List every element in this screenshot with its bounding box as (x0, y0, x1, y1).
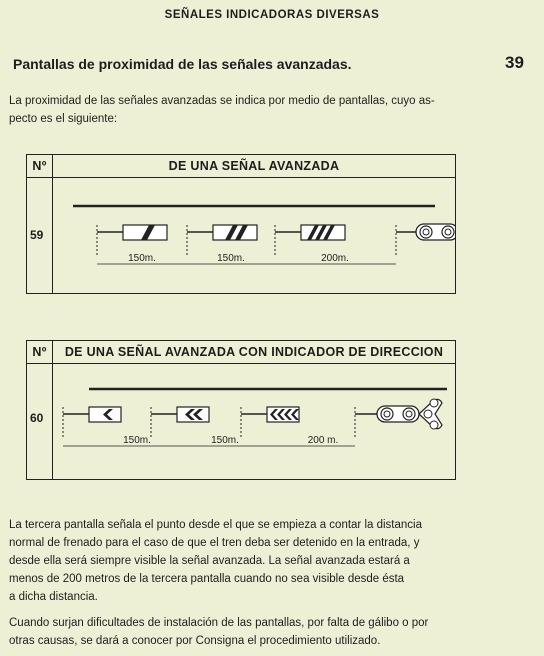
number-header: Nº (27, 341, 52, 364)
body-paragraph-1-line-4: menos de 200 metros de la tercera pantalla cuando no sea visible desde ésta (9, 573, 405, 585)
distance-label-3: 200m. (321, 253, 349, 264)
page-header-title: SEÑALES INDICADORAS DIVERSAS (164, 9, 380, 21)
body-paragraph-1-line-3: desde ella será siempre visible la señal avanzada. La señal avanzada estará a (9, 555, 410, 567)
diagram-title: DE UNA SEÑAL AVANZADA (53, 155, 455, 178)
direction-panel-1 (89, 407, 121, 422)
body-paragraph-2-line-2: otras causas, se dará a conocer por Consigna el procedimiento utilizado. (9, 635, 381, 647)
body-paragraph-2-line-1: Cuando surjan dificultades de instalación de las pantallas, por falta de gálibo o por (9, 617, 429, 629)
distance-label-1: 150m. (123, 435, 151, 446)
distance-label-2: 150m. (211, 435, 239, 446)
direction-panel-3 (267, 407, 299, 422)
distance-label-3: 200 m. (307, 435, 339, 446)
row-number: 60 (30, 411, 44, 425)
proximity-panel-3 (301, 225, 345, 240)
advance-signal (396, 224, 455, 255)
body-paragraph-1-line-2: normal de frenado para el caso de que el tren deba ser detenido en la entrada, y (9, 537, 420, 549)
proximity-panel-1 (123, 225, 167, 240)
number-header: Nº (27, 155, 52, 178)
distance-label-1: 150m. (128, 253, 156, 264)
section-title: Pantallas de proximidad de las señales avanzadas. (13, 56, 352, 72)
row-number: 59 (30, 228, 44, 242)
diagram-60 (26, 340, 456, 480)
advance-signal-with-direction (355, 399, 442, 437)
body-paragraph-1-line-5: a dicha distancia. (9, 591, 98, 603)
proximity-panel-2 (213, 225, 257, 240)
diagram-title: DE UNA SEÑAL AVANZADA CON INDICADOR DE DIRECCION (53, 341, 455, 364)
page-number: 39 (505, 53, 524, 72)
body-paragraph-1-line-1: La tercera pantalla señala el punto desde el que se empieza a contar la distancia (9, 519, 422, 531)
track-diagram (53, 365, 455, 477)
diagram-59 (26, 154, 456, 294)
direction-panel-2 (177, 407, 209, 422)
distance-label-2: 150m. (217, 253, 245, 264)
track-diagram (53, 179, 455, 291)
intro-line-2: pecto es el siguiente: (9, 113, 118, 125)
intro-line-1: La proximidad de las señales avanzadas se indica por medio de pantallas, cuyo as- (9, 95, 435, 107)
